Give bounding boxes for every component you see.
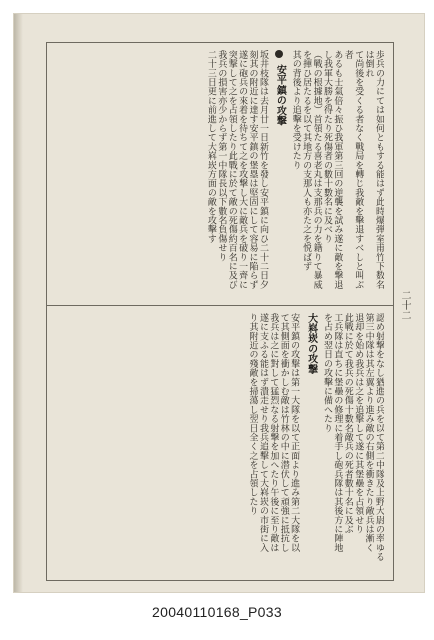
upper-paragraph-1: て尚後を受くる者なく戰局を轉じ我敵を擊退すべしと叫ぶ者 [342,50,364,290]
upper-paragraph2-0: 坂井枝隊は去月廿一日新竹を發し安平鎮に向ひ二十二日夕 [257,50,268,290]
upper-paragraph-3: し我軍大勝を得たり死傷者の數十數名に及べり [321,50,332,244]
upper-text-block [56,50,384,298]
lower-paragraph-4: 工兵隊は直ちに堡壘の修理に着手し砲兵隊は其後方に陣地 [332,313,343,553]
lower-paragraph-0: 認め射撃をなし猶進の兵を以て第二中隊及上野大尉の率ゆる [374,313,384,562]
upper-paragraph-4: （戰の根據地）首領たる喜老丸は支那兵の力を籍りて暴威 [311,50,322,290]
lower-text-block [56,313,384,571]
bullet-icon [275,50,283,58]
lower-paragraph2-4: り其附近の殘敵を掃蕩し翌日全く之を占領したり [247,313,258,516]
upper-paragraph2-5: 二十三日更に前進して大嵙崁方面の敵を攻擊す [205,50,216,244]
lower-paragraph-2: 退却を始め我兵は之を追撃して遂に其堡壘を占領せり [353,313,364,534]
upper-paragraph2-1: 刻其の附近に達す安平鎮の堡塁は堅固にして容易に陥らず [247,50,258,290]
image-caption: 20040110168_P033 [152,604,282,620]
section-heading-text: 大嵙崁の攻撃 [305,313,317,375]
section-heading-anpingzhen [274,50,284,298]
page-number: 二十二 [399,290,410,320]
upper-paragraph-6: 其の背後より追擊を受けたり [290,50,301,170]
upper-paragraph2-4: 我兵の損害亦少からず第一中隊長以下數名負傷せり [216,50,227,262]
lower-paragraph2-1: て其側面を衝かしむ敵は竹林の中に潜伏して頑強に抵抗し [278,313,289,553]
upper-paragraph2-2: 遂に砲兵の來着を待ちて之を攻撃し大に敵兵を破り一齊に [237,50,248,290]
lower-paragraph-5: を占め翌日の攻擊に備へたり [321,313,332,433]
lower-paragraph2-0: 安平鎮の攻撃は第一大隊を以て正面より進み第二大隊を以 [289,313,300,553]
upper-paragraph-5: を揮ひ居たるを以て其地方の支那人も亦た之を悦ばず [301,50,312,271]
lower-paragraph-3: 此戰に於て我兵の死傷十數名敵兵の死者數十名に及ぶ [342,313,353,534]
lower-paragraph2-2: 我兵は之に對して猛烈なる射撃を加へたり午後に至り敵は [268,313,279,553]
upper-paragraph-0: 歩兵の力にては如何ともする能はず此時爆弾室甫竹下数名は倒れ [363,50,384,290]
lower-paragraph-1: 第三中隊は其左翼より進み敵の右側を衝きたり敵兵は漸く [363,313,374,553]
section-heading-text: 安平鎮の攻撃 [274,64,286,126]
upper-paragraph-2: あるも士氣倍々振ひ我軍第三回の逆襲を試み遂に敵を撃退 [332,50,343,290]
lower-paragraph2-3: 遂に支ふる能はず潰走せり我兵追擊して大嵙崁の市街に入 [257,313,268,553]
page-binding-shadow [14,14,23,592]
upper-paragraph2-3: 突撃して之を占領したり此戰に於て敵の死傷約百名に及び [226,50,237,290]
section-divider [46,305,393,306]
section-heading-dakekan [305,313,315,571]
